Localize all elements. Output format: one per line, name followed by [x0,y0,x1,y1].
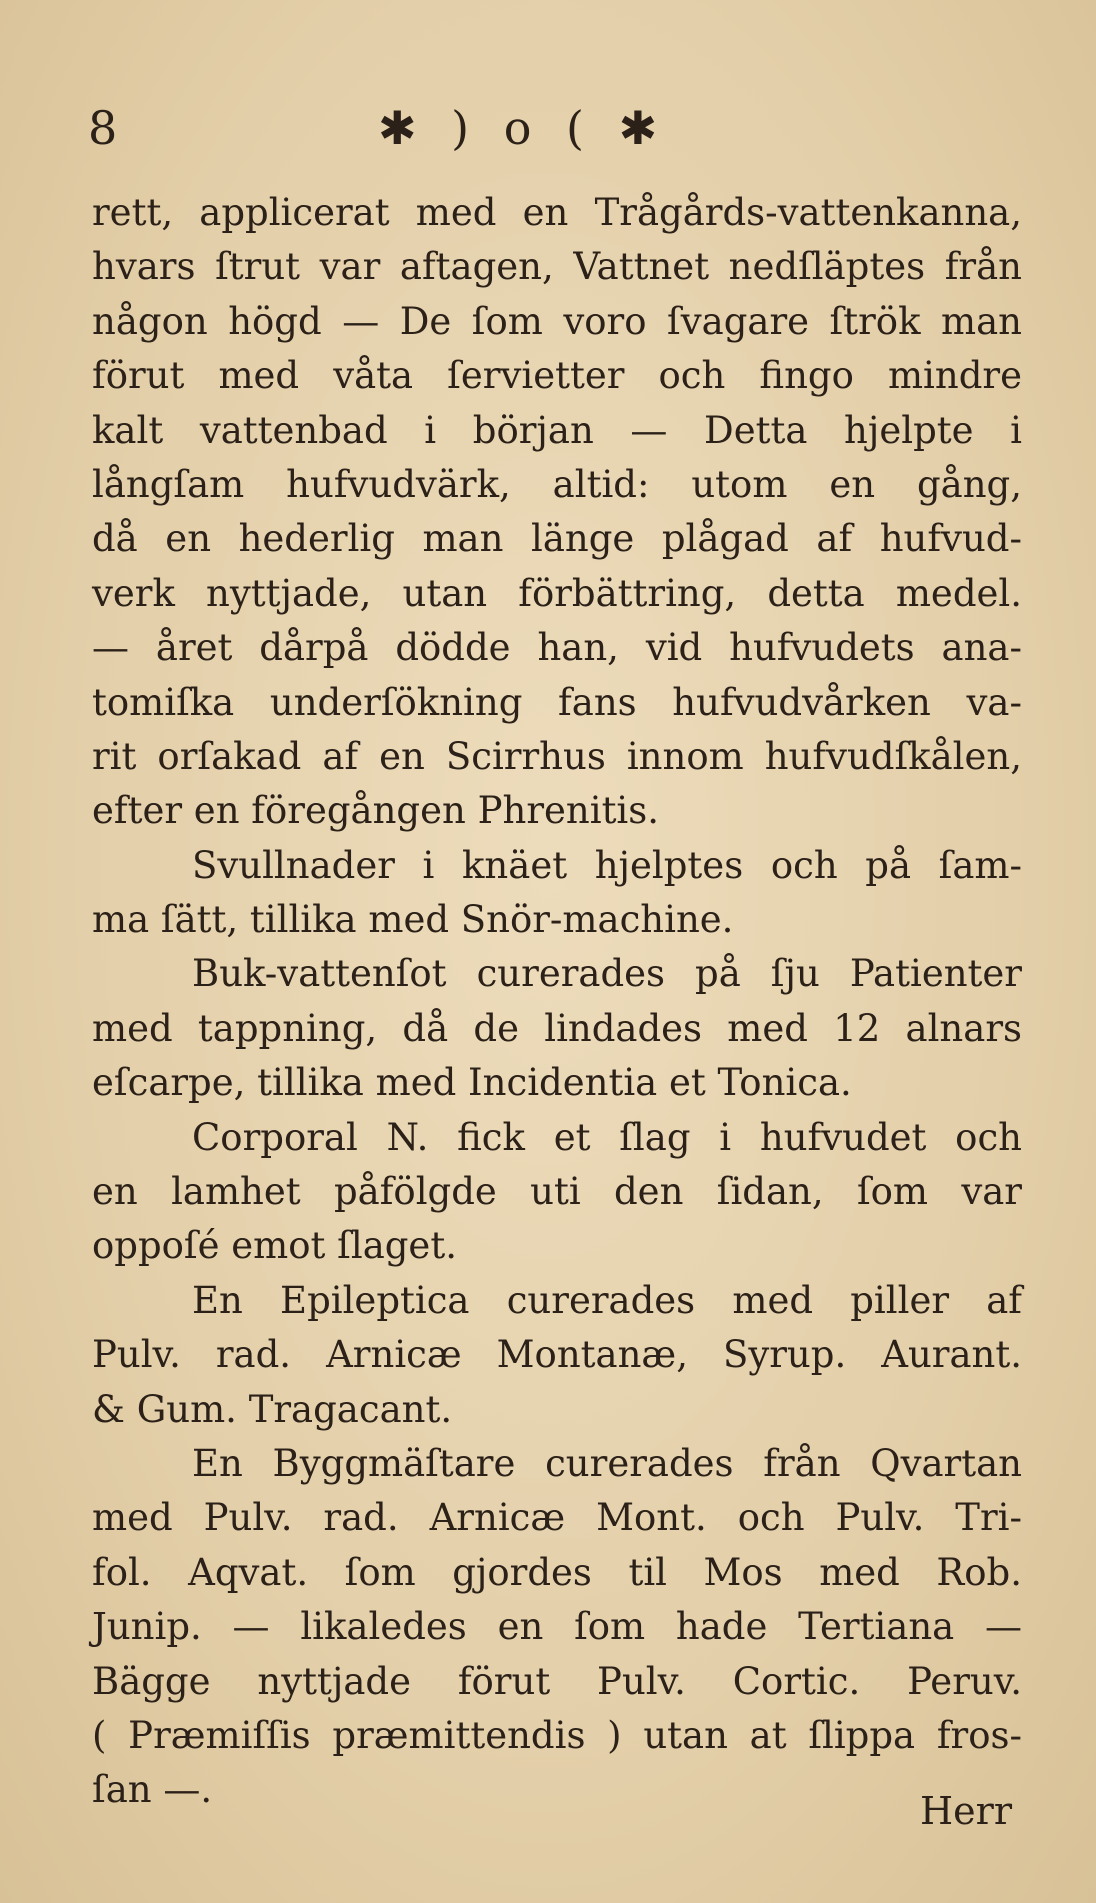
text-line: efter en föregången Phrenitis. [92,789,660,833]
text-line: eſcarpe, tillika med Incidentia et Tonica. [92,1061,852,1105]
text-line: ( Præmiſſis præmittendis ) utan at ſlippa fros- [92,1713,1022,1757]
text-line: tomiſka underſökning fans hufvudvårken va- [92,680,1022,724]
body-text [92,186,1022,1818]
text-line: Svullnader i knäet hjelptes och på ſam- [192,843,1022,887]
text-line: En Byggmäſtare curerades från Qvartan [192,1441,1022,1485]
page-number: 8 [88,101,118,155]
text-line: ſan —. [92,1768,213,1812]
text-line: någon högd — De ſom voro ſvagare ſtrök man [92,299,1022,343]
text-line: med Pulv. rad. Arnicæ Mont. och Pulv. Tri- [92,1496,1022,1540]
text-line: långſam hufvudvärk, altid: utom en gång, [92,462,1022,506]
text-line: — året dårpå dödde han, vid hufvudets ana- [92,626,1022,670]
text-line: då en hederlig man länge plågad af hufvud- [92,517,1022,561]
text-line: Buk-vattenſot curerades på ſju Patienter [192,952,1022,996]
text-line: med tappning, då de lindades med 12 alnars [92,1006,1022,1050]
text-line: kalt vattenbad i början — Detta hjelpte i [92,408,1022,452]
text-line: hvars ſtrut var aftagen, Vattnet nedſläptes från [92,245,1022,289]
text-line: Corporal N. fick et ſlag i hufvudet och [192,1115,1022,1159]
text-line: ma ſätt, tillika med Snör-machine. [92,898,734,942]
text-line: fol. Aqvat. ſom gjordes til Mos med Rob. [92,1550,1022,1594]
text-line: En Epileptica curerades med piller af [192,1278,1022,1322]
text-line: rit orſakad af en Scirrhus innom hufvudſkålen, [92,734,1022,778]
page-header [88,98,768,158]
text-line: rett, applicerat med en Trågårds-vattenkanna, [92,191,1022,234]
header-ornament: ✱ ) o ( ✱ [378,101,668,155]
text-line: & Gum. Tragacant. [92,1387,453,1431]
text-line: verk nyttjade, utan förbättring, detta medel. [92,571,1022,615]
catchword: Herr [920,1789,1012,1833]
text-line: Junip. — likaledes en ſom hade Tertiana — [92,1605,1022,1649]
text-line: Bägge nyttjade förut Pulv. Cortic. Peruv. [92,1659,1022,1703]
text-line: förut med våta ſervietter och fingo mindre [92,354,1022,398]
text-line: en lamhet påfölgde uti den ſidan, ſom var [92,1170,1022,1214]
text-line: Pulv. rad. Arnicæ Montanæ, Syrup. Aurant. [92,1333,1022,1377]
text-line: oppoſé emot ſlaget. [92,1224,457,1268]
